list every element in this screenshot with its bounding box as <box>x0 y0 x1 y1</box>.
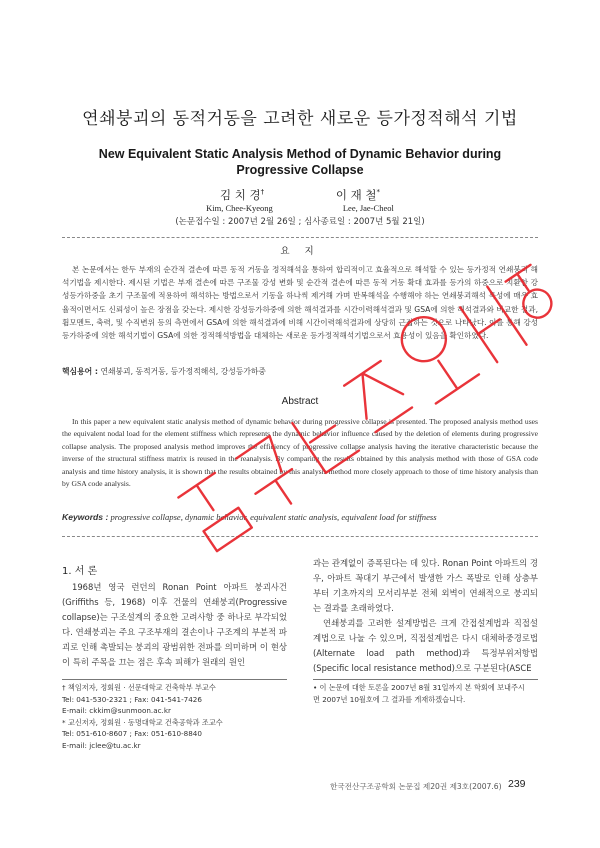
divider <box>62 536 538 537</box>
author-2-name: 이 재 철 <box>335 188 377 202</box>
author-2-english: Lee, Jae-Cheol <box>342 203 394 213</box>
footnote-line: Tel: 051-610-8607 ; Fax: 051-610-8840 <box>62 729 202 739</box>
author-2 <box>336 187 380 203</box>
page-number: 239 <box>508 778 526 790</box>
footnote-line: † 책임저자, 정회원 · 선문대학교 건축학부 부교수 <box>62 683 216 692</box>
authors-korean <box>0 187 600 203</box>
intro-paragraph-continued: 과는 관계없이 증폭된다는 데 있다. Ronan Point 아파트의 경우, 아파트 꼭대기 부근에서 발생한 가스 폭발로 인해 상층부부터 기초까지의 모서리부분 전체 외벽이 연쇄적으로 붕괴되는 결과를 초래하였다. <box>313 558 538 613</box>
keywords-korean-label: 핵심용어 : <box>62 367 98 376</box>
footnote-rule-left <box>62 679 287 680</box>
author-1 <box>220 187 264 203</box>
author-2-mark: * <box>376 188 380 197</box>
keywords-english-label: Keywords : <box>62 512 109 522</box>
column-left <box>62 580 287 670</box>
abstract-body <box>62 416 538 490</box>
footnote-line: 면 2007년 10월호에 그 결과를 게재하겠습니다. <box>313 694 466 704</box>
abstract-paragraph: In this paper a new equivalent static analysis method of dynamic behavior during progressive collapse is presented. The proposed analysis method uses the equivalent nodal load for the element stiffness which represents the dynamic behavior influence caused by the deletion of elements during progressive collapse analysis. The proposed analysis method improves the efficiency of progressive collapse analysis having the iterative characteristic because the inverse of the structural stiffness matrix is reused in the reanalysis. By comparing the results obtained by this analysis method with those of GSA code analysis and time history analysis, it is shown that the results obtained by this analysis method more closely approach to those of time history analysis than by GSA code analysis. <box>62 417 538 489</box>
footnotes-authors <box>62 682 223 752</box>
section-heading-introduction: 1. 서 론 <box>62 566 98 577</box>
author-1-mark: † <box>260 188 265 197</box>
column-right <box>313 556 538 676</box>
submission-dates: (논문접수일 : 2007년 2월 26일 ; 심사종료일 : 2007년 5월 21일) <box>175 217 425 227</box>
abstract-heading: Abstract <box>281 396 319 407</box>
footnote-line: Tel: 041-530-2321 ; Fax: 041-541-7426 <box>62 694 202 704</box>
author-1-name: 김 치 경 <box>220 188 261 202</box>
authors-english <box>0 203 600 213</box>
summary-heading: 요 지 <box>280 246 320 257</box>
intro-paragraph-1: 1968년 영국 런던의 Ronan Point 아파트 붕괴사건(Griffiths 등, 1968) 이후 건물의 연쇄붕괴(Progressive collapse)는 구조설계의 중요한 고려사항 중 하나로 부각되었다. 연쇄붕괴는 주요 구조부재의 결손이나 구조계의 부분적 파괴로 인해 촉발되는 붕괴의 광범위한 전파를 의미하며 이 현상이 특히 주목을 끄는 점은 후속 피해가 원래의 원인 <box>62 582 287 667</box>
footnote-discussion <box>313 682 525 705</box>
keywords-english <box>62 512 538 522</box>
divider <box>62 237 538 238</box>
keywords-english-text: progressive collapse, dynamic behavior, equivalent static analysis, equivalent load for stiffness <box>110 512 437 522</box>
footnote-line: • 이 논문에 대한 토론을 2007년 8월 31일까지 본 학회에 보내주시 <box>313 683 525 692</box>
footnote-rule-right <box>313 679 538 680</box>
paper-title-korean: 연쇄붕괴의 동적거동을 고려한 새로운 등가정적해석 기법 <box>82 109 518 129</box>
journal-footer: 한국전산구조공학회 논문집 제20권 제3호(2007.6) <box>330 782 502 791</box>
paper-title-english: New Equivalent Static Analysis Method of Dynamic Behavior during Progressive Collapse <box>98 147 502 177</box>
summary-paragraph: 본 논문에서는 한두 부재의 순간적 결손에 따른 동적 거동을 정적해석을 통하여 합리적이고 효율적으로 해석할 수 있는 등가정적 연쇄붕괴 해석기법을 제시한다. 제시된 기법은 부재 결손에 따른 구조물 강성 변화 및 순간적 결손에 따른 동적 거동 확대 효과를 등가의 하중으로 치환한 강성등가하중을 초기 구조물에 적용하여 해석하는 방법으로서 기동을 하나씩 제거해 가며 반복해석을 수행해야 하는 연쇄붕괴해석 특성에 매우 효율적이면서도 신뢰성이 높은 장점을 갖는다. 제시한 강성등가하중에 의한 해석결과를 시간이력해석결과 및 GSA에 의한 해석결과와 비교한 결과, 휨모멘트, 축력, 및 수직변위 등의 측면에서 GSA에 의한 해석결과에 비해 시간이력해석결과에 상당히 근접하는 것으로 나타났다. 이를 통해 강성등가하중에 의한 해석기법이 GSA에 의한 정적해석방법을 대체하는 새로운 등가정적해석기법으로서 효용성이 있음을 확인하였다. <box>62 265 538 341</box>
keywords-korean-text: 연쇄붕괴, 동적거동, 등가정적해석, 강성등가하중 <box>100 367 266 376</box>
footnote-line: * 교신저자, 정회원 · 동명대학교 건축공학과 조교수 <box>62 717 223 727</box>
keywords-korean <box>62 366 538 377</box>
summary-body <box>62 263 538 342</box>
author-1-english: Kim, Chee-Kyeong <box>206 203 273 213</box>
footnote-line: E-mail: ckkim@sunmoon.ac.kr <box>62 706 171 716</box>
footnote-line: E-mail: jclee@tu.ac.kr <box>62 740 141 750</box>
intro-paragraph-2: 연쇄붕괴를 고려한 설계방법은 크게 간접설계법과 직접설계법으로 나눌 수 있으며, 직접설계법은 다시 대체하중경로법(Alternate load path method)과 특정부위저항법(Specific local resistance method)으로 구분된다(ASCE <box>313 618 538 673</box>
